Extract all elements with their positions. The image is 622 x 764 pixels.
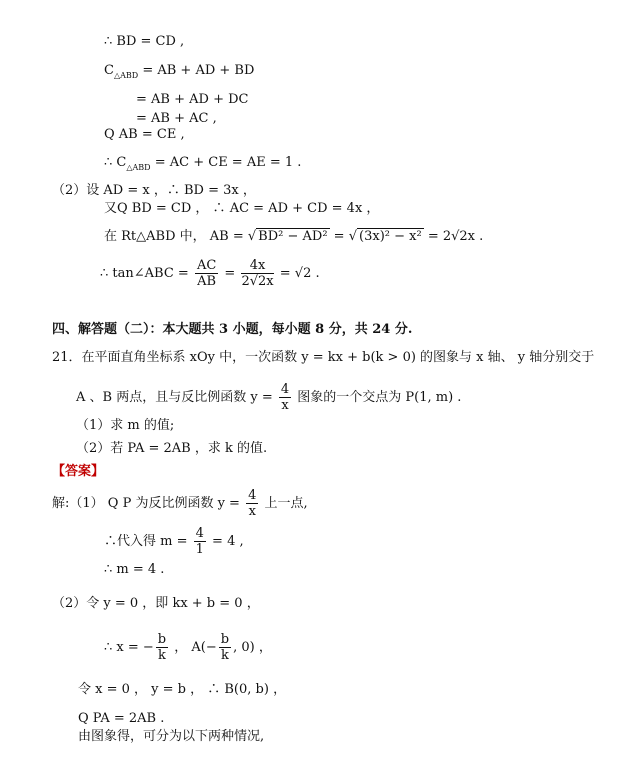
fraction-numerator: 4 xyxy=(280,382,290,397)
fraction-b-over-k xyxy=(156,632,168,663)
answer-step-2-end: = 4 , xyxy=(207,534,244,549)
radicand-2: (3x)² − x² xyxy=(359,229,422,244)
answer-step-4: （2）令 y = 0 ，即 kx + b = 0 ， xyxy=(52,596,260,611)
fraction-numerator: 4 xyxy=(195,526,204,541)
q21-line-2-start: A 、B 两点，且与反比例函数 y = xyxy=(76,390,277,405)
fraction-denominator: k xyxy=(158,648,166,663)
answer-step-2 xyxy=(104,526,244,557)
answer-step-5-end: , 0) ， xyxy=(233,640,272,655)
tan-result: = √2 . xyxy=(275,266,320,281)
fraction-b-over-k xyxy=(219,632,231,663)
q21-line-2 xyxy=(76,382,461,413)
answer-step-1 xyxy=(52,488,308,519)
fraction-4-over-x xyxy=(279,382,291,413)
proof-line-5: Q AB = CE , xyxy=(104,127,185,142)
answer-step-5-mid: ， A(− xyxy=(170,640,217,655)
fraction-denominator: AB xyxy=(197,274,217,289)
fraction-denominator: 1 xyxy=(195,542,204,557)
answer-step-7: Q PA = 2AB . xyxy=(78,711,165,726)
proof-line-4: = AB + AC , xyxy=(136,111,217,126)
proof-line-3: = AB + AD + DC xyxy=(136,92,249,107)
q21-line-1: 21．在平面直角坐标系 xOy 中，一次函数 y = kx + b(k > 0) 的图象与 x 轴、 y 轴分别交于 xyxy=(52,350,595,365)
fraction-denominator: 2√2x xyxy=(241,274,274,289)
fraction-numerator: AC xyxy=(196,258,217,273)
proof-line-6-rest: = AC + CE = AE = 1 . xyxy=(150,155,302,170)
fraction-numerator: b xyxy=(220,632,230,647)
fraction-ac-ab xyxy=(195,258,218,289)
q21-subquestion-1: （1）求 m 的值; xyxy=(76,418,175,433)
part2-line-4 xyxy=(100,258,320,289)
proof-line-2 xyxy=(104,63,254,84)
part2-line-1: （2）设 AD = x ，∴ BD = 3x ， xyxy=(52,183,256,198)
fraction-4x xyxy=(241,258,273,289)
part2-line-3-start: 在 Rt△ABD 中， AB = xyxy=(104,229,248,244)
answer-step-3: ∴ m = 4 . xyxy=(104,562,165,577)
fraction-4-over-x xyxy=(246,488,258,519)
fraction-numerator: b xyxy=(157,632,167,647)
part2-line-3-mid: = xyxy=(329,229,349,244)
answer-step-1-start: 解:（1） Q P 为反比例函数 y = xyxy=(52,496,245,511)
answer-step-2-start: ∴代入得 m = xyxy=(104,534,192,549)
part2-line-2: 又Q BD = CD ， ∴ AC = AD + CD = 4x ， xyxy=(104,201,380,216)
answer-step-1-end: 上一点, xyxy=(260,496,308,511)
q21-subquestion-2: （2）若 PA = 2AB ，求 k 的值. xyxy=(76,441,268,456)
fraction-denominator: x xyxy=(281,398,289,413)
proof-line-6-start: ∴ C xyxy=(104,155,127,170)
tan-label: ∴ tan∠ABC = xyxy=(100,266,193,281)
proof-line-1: ∴ BD = CD , xyxy=(104,34,185,49)
radicand-1: BD² − AD² xyxy=(258,229,328,244)
section-heading: 四、解答题（二）：本大题共 3 小题，每小题 8 分，共 24 分. xyxy=(52,322,413,337)
q21-line-2-end: 图象的一个交点为 P(1, m) . xyxy=(293,390,462,405)
proof-line-6-subscript: △ABD xyxy=(126,163,151,172)
fraction-numerator: 4x xyxy=(241,258,273,274)
perimeter-symbol: C xyxy=(104,63,114,78)
answer-step-6: 令 x = 0 ， y = b ， ∴ B(0, b) ， xyxy=(78,682,287,697)
radical-sign: √ xyxy=(348,229,358,244)
fraction-denominator: k xyxy=(220,648,229,663)
equals: = xyxy=(220,266,240,281)
radical-sign: √ xyxy=(247,229,257,244)
fraction-numerator: 4 xyxy=(248,488,257,503)
proof-line-2-rest: = AB + AD + BD xyxy=(138,63,255,78)
fraction-denominator: x xyxy=(248,504,256,519)
proof-line-6 xyxy=(104,155,301,176)
perimeter-subscript: △ABD xyxy=(113,71,139,80)
part2-line-3 xyxy=(104,228,483,245)
part2-line-3-end: = 2√2x . xyxy=(423,229,484,244)
answer-tag: 【答案】 xyxy=(52,464,105,479)
answer-step-5 xyxy=(104,632,272,663)
fraction-4-over-1 xyxy=(194,526,206,557)
answer-step-5-start: ∴ x = − xyxy=(104,640,154,655)
answer-step-8: 由图象得，可分为以下两种情况, xyxy=(78,729,265,744)
